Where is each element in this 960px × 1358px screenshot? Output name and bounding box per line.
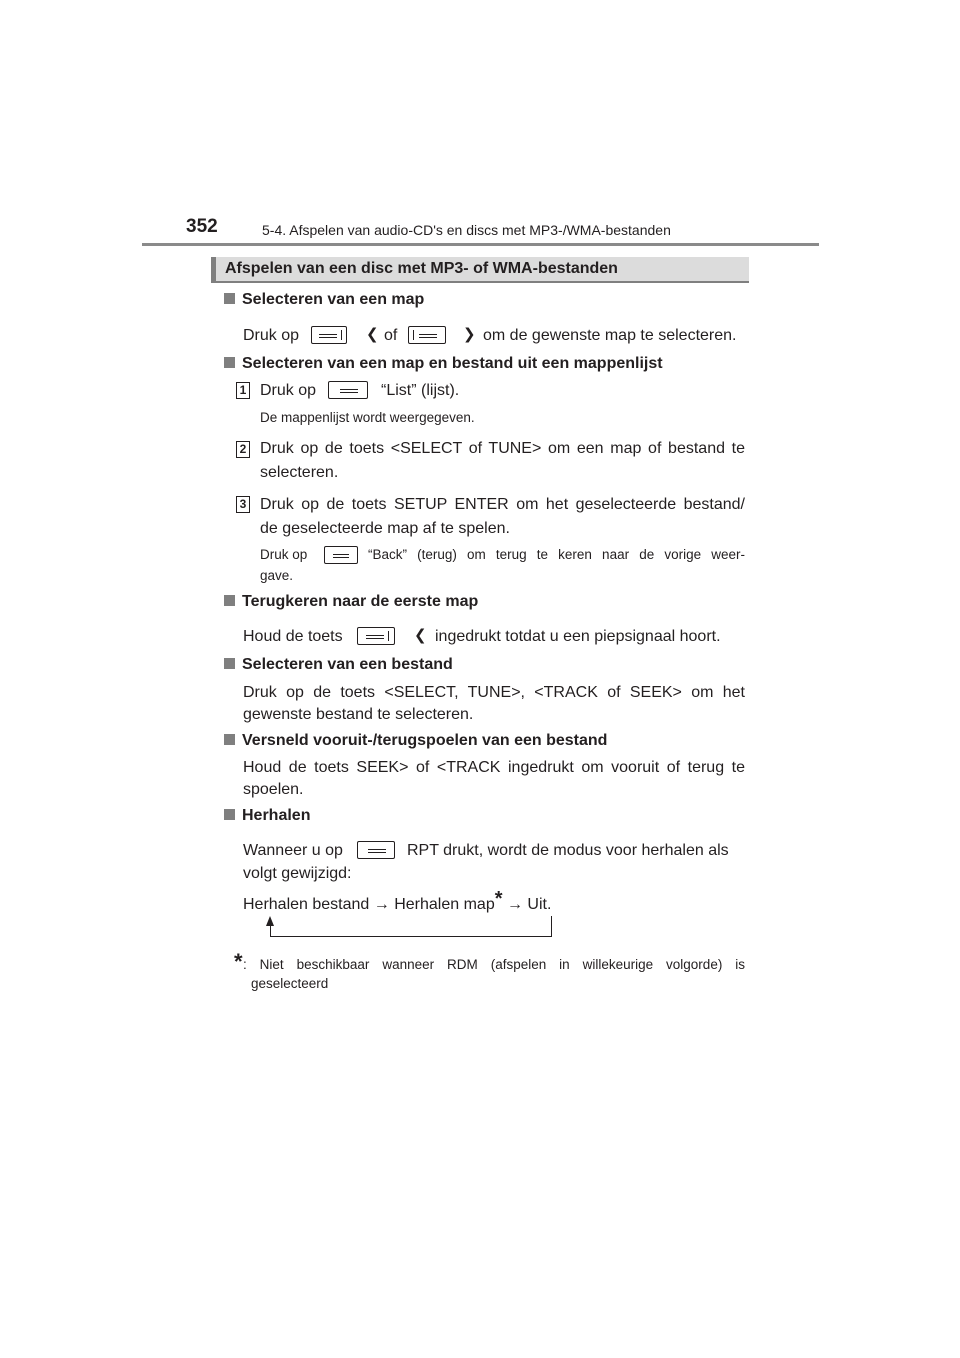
radio-button-icon [357, 627, 395, 645]
loop-arrow-bottom-line [270, 936, 552, 937]
arrow-right-icon: → [373, 896, 390, 913]
heading-select-folder: Selecteren van een map [224, 291, 424, 309]
section-title: Afspelen van een disc met MP3- of WMA-bestanden [225, 260, 618, 277]
radio-button-icon [357, 841, 395, 859]
step-2-line-2: selecteren. [260, 464, 339, 481]
chevron-left-icon: ❮ [414, 627, 427, 644]
step-number-2: 2 [236, 441, 250, 458]
heading-select-file: Selecteren van een bestand [224, 656, 453, 674]
footnote-star: * [494, 888, 503, 910]
select-file-line-2: gewenste bestand te selecteren. [243, 706, 474, 723]
square-bullet-icon [224, 595, 235, 606]
step-1-text-end: “List” (lijst). [381, 382, 460, 399]
select-folder-text-end: om de gewenste map te selecteren. [483, 327, 737, 344]
footnote-star: * [234, 949, 243, 974]
repeat-text-end: RPT drukt, wordt de modus voor herhalen als [407, 842, 729, 859]
heading-first-folder: Terugkeren naar de eerste map [224, 593, 478, 611]
square-bullet-icon [224, 734, 235, 745]
repeat-seq-folder: Herhalen map [394, 896, 495, 913]
repeat-seq-off: Uit. [527, 896, 552, 913]
first-folder-text-end: ingedrukt totdat u een piepsignaal hoort. [435, 628, 721, 645]
square-bullet-icon [224, 658, 235, 669]
first-folder-text-start: Houd de toets [243, 628, 343, 645]
loop-arrow-head-icon [266, 916, 274, 926]
step-3-note-end: “Back” (terug) om terug te keren naar de vorige weer- [368, 547, 745, 562]
square-bullet-icon [224, 293, 235, 304]
select-file-line-1: Druk op de toets <SELECT, TUNE>, <TRACK of SEEK> om het [243, 684, 745, 701]
square-bullet-icon [224, 357, 235, 368]
step-3-note-line-2: gave. [260, 568, 294, 583]
footnote-line-1: : Niet beschikbaar wanneer RDM (afspelen in willekeurige volgorde) is [243, 957, 745, 972]
heading-repeat: Herhalen [224, 807, 310, 825]
step-3-line-2: de geselecteerde map af te spelen. [260, 520, 510, 537]
arrow-right-icon: → [506, 896, 523, 913]
radio-button-icon [324, 546, 358, 564]
square-bullet-icon [224, 809, 235, 820]
repeat-seq-file: Herhalen bestand [243, 896, 370, 913]
loop-arrow-right-line [551, 916, 552, 937]
footnote-line-2: geselecteerd [251, 976, 329, 991]
chevron-right-icon: ❯ [463, 326, 476, 343]
radio-button-icon [408, 326, 446, 344]
repeat-line-2: volgt gewijzigd: [243, 865, 352, 882]
select-folder-text-start: Druk op [243, 327, 300, 344]
fast-forward-line-2: spoelen. [243, 781, 304, 798]
step-3-line-1: Druk op de toets SETUP ENTER om het geselecteerde bestand/ [260, 496, 745, 513]
repeat-sequence [243, 888, 551, 916]
chevron-left-icon: ❮ [366, 326, 379, 343]
repeat-text-start: Wanneer u op [243, 842, 343, 859]
step-2-line-1: Druk op de toets <SELECT of TUNE> om een map of bestand te [260, 440, 745, 457]
section-banner [211, 257, 749, 283]
step-3-note-start: Druk op [260, 547, 308, 562]
radio-button-icon [311, 326, 347, 344]
step-number-1: 1 [236, 382, 250, 399]
select-folder-text-of: of [384, 327, 398, 344]
step-1-note: De mappenlijst wordt weergegeven. [260, 410, 475, 425]
step-1-text-start: Druk op [260, 382, 317, 399]
radio-button-icon [328, 381, 368, 399]
fast-forward-line-1: Houd de toets SEEK> of <TRACK ingedrukt om vooruit of terug te [243, 759, 745, 776]
page-number: 352 [186, 216, 218, 237]
running-head: 5-4. Afspelen van audio-CD's en discs met MP3-/WMA-bestanden [262, 222, 671, 238]
heading-fast-forward: Versneld vooruit-/terugspoelen van een bestand [224, 732, 607, 750]
heading-select-from-list: Selecteren van een map en bestand uit een mappenlijst [224, 355, 663, 373]
header-rule [142, 243, 819, 246]
step-number-3: 3 [236, 496, 250, 513]
